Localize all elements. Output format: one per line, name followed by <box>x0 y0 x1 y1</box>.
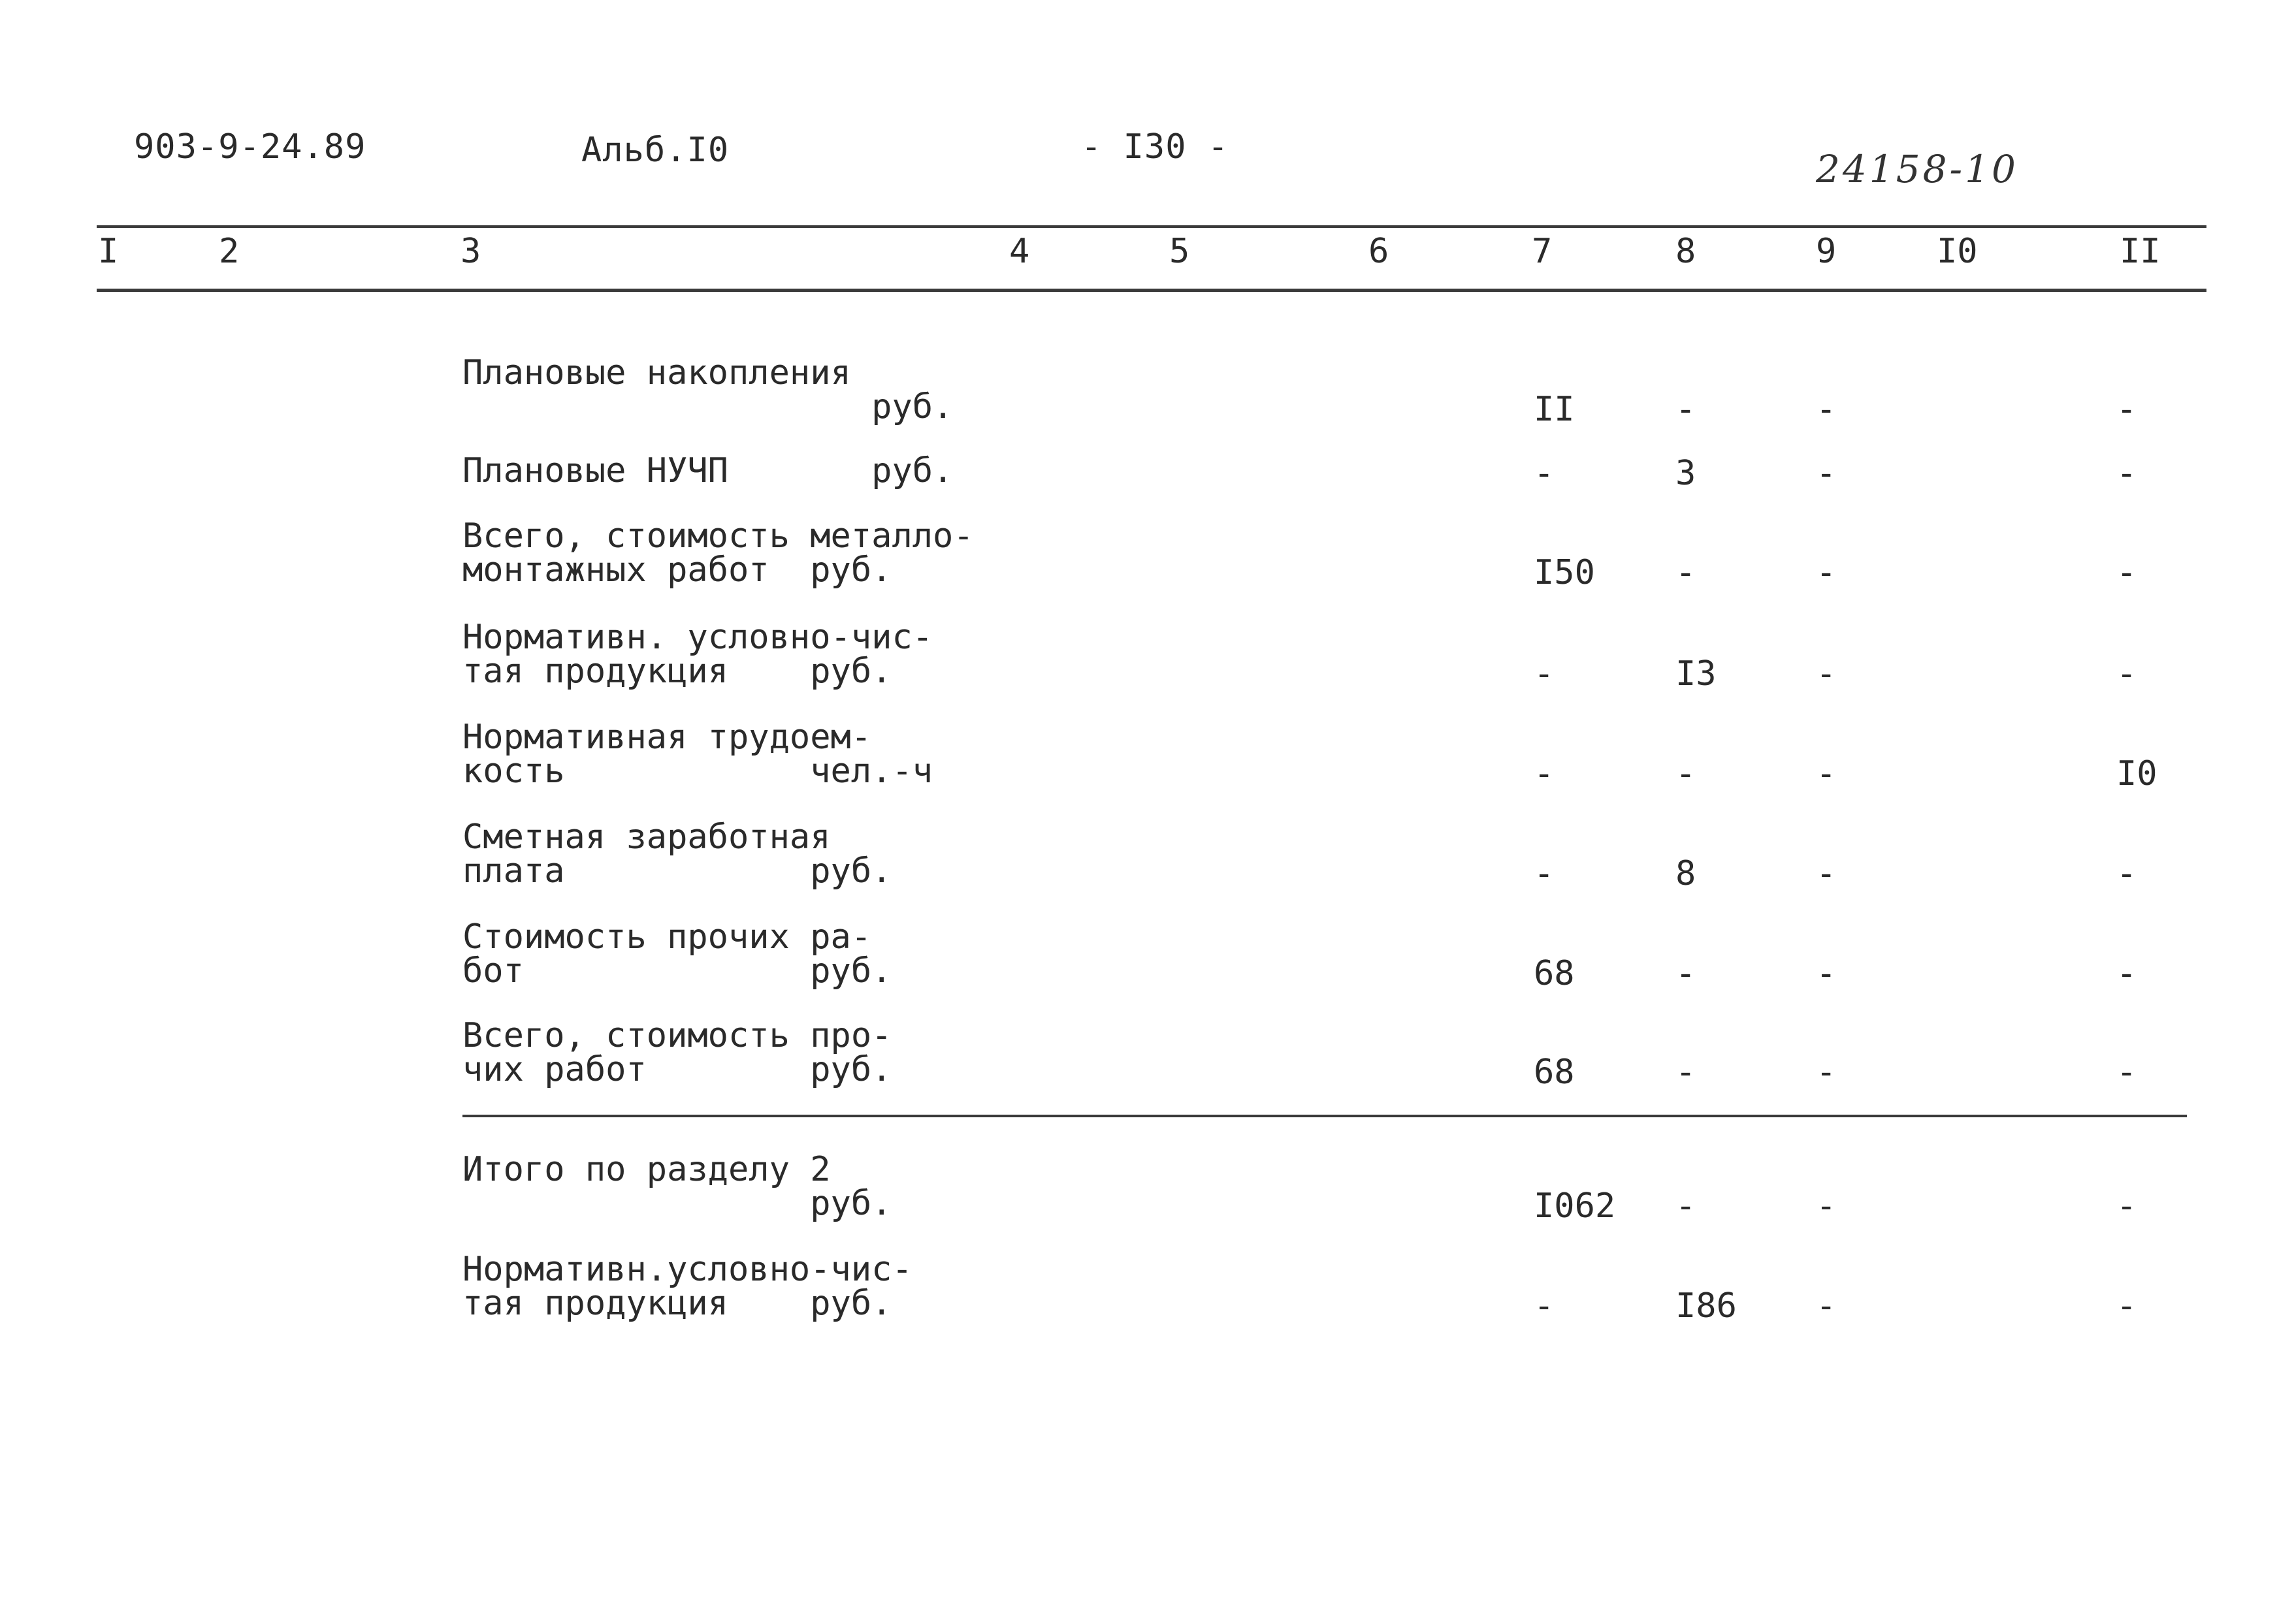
handwritten-archive-number: 24158-10 <box>1816 147 2018 191</box>
cell-col-8: - <box>1675 1186 1696 1226</box>
cell-col-8: I3 <box>1675 654 1717 693</box>
column-number-5: 5 <box>1169 232 1190 271</box>
cell-col-8: 3 <box>1675 454 1696 493</box>
column-number-2: 2 <box>219 232 240 271</box>
row-label-line1: Сметная заработная <box>462 818 831 857</box>
column-number-6: 6 <box>1368 232 1389 271</box>
cell-col-8: - <box>1675 954 1696 993</box>
cell-col-11: - <box>2116 390 2137 429</box>
column-number-1: I <box>98 232 119 271</box>
row-label-line1: Нормативная трудоем- <box>462 718 872 757</box>
row-label-line2: тая продукция руб. <box>462 652 892 691</box>
row-label-line1: Нормативн. условно-чис- <box>462 618 933 657</box>
cell-col-7: II <box>1534 390 1575 429</box>
album-label: Альб.I0 <box>581 131 730 170</box>
row-label-line2: руб. <box>462 1184 892 1223</box>
row-label-line1: Плановые НУЧП руб. <box>462 451 954 490</box>
cell-col-9: - <box>1816 754 1837 793</box>
cell-col-11: I0 <box>2116 754 2157 793</box>
row-label-line2: бот руб. <box>462 951 892 991</box>
cell-col-11: - <box>2116 553 2137 592</box>
cell-col-9: - <box>1816 454 1837 493</box>
cell-col-8: - <box>1675 754 1696 793</box>
cell-col-9: - <box>1816 553 1837 592</box>
cell-col-7: - <box>1534 454 1555 493</box>
cell-col-9: - <box>1816 1186 1837 1226</box>
section-total-rule <box>462 1115 2187 1117</box>
cell-col-11: - <box>2116 1053 2137 1092</box>
cell-col-8: - <box>1675 1053 1696 1092</box>
row-label-line1: Нормативн.условно-чис- <box>462 1250 913 1289</box>
row-label-line1: Итого по разделу 2 <box>462 1150 831 1189</box>
cell-col-7: 68 <box>1534 1053 1575 1092</box>
row-label-line1: Всего, стоимость про- <box>462 1016 892 1055</box>
column-number-8: 8 <box>1675 232 1696 271</box>
cell-col-7: - <box>1534 854 1555 893</box>
cell-col-9: - <box>1816 1286 1837 1326</box>
cell-col-11: - <box>2116 454 2137 493</box>
cell-col-9: - <box>1816 654 1837 693</box>
column-header-bottom-rule <box>97 289 2206 292</box>
column-number-11: II <box>2120 232 2161 271</box>
cell-col-9: - <box>1816 854 1837 893</box>
cell-col-7: 68 <box>1534 954 1575 993</box>
cell-col-11: - <box>2116 1186 2137 1226</box>
cell-col-11: - <box>2116 854 2137 893</box>
column-number-10: I0 <box>1937 232 1978 271</box>
column-number-3: 3 <box>460 232 481 271</box>
row-label-line2: плата руб. <box>462 852 892 891</box>
column-number-7: 7 <box>1532 232 1553 271</box>
cell-col-9: - <box>1816 390 1837 429</box>
cell-col-11: - <box>2116 954 2137 993</box>
row-label-line2: кость чел.-ч <box>462 752 933 791</box>
cell-col-7: I50 <box>1534 553 1595 592</box>
cell-col-7: - <box>1534 1286 1555 1326</box>
cell-col-11: - <box>2116 654 2137 693</box>
row-label-line2: руб. <box>462 387 954 426</box>
column-number-4: 4 <box>1009 232 1030 271</box>
cell-col-7: I062 <box>1534 1186 1616 1226</box>
cell-col-8: - <box>1675 553 1696 592</box>
row-label-line2: монтажных работ руб. <box>462 550 892 590</box>
column-number-9: 9 <box>1816 232 1837 271</box>
row-label-line2: тая продукция руб. <box>462 1284 892 1323</box>
row-label-line1: Плановые накопления <box>462 353 851 392</box>
row-label-line1: Всего, стоимость металло- <box>462 517 974 556</box>
row-label-line2: чих работ руб. <box>462 1050 892 1089</box>
cell-col-7: - <box>1534 654 1555 693</box>
cell-col-8: I86 <box>1675 1286 1737 1326</box>
cell-col-9: - <box>1816 1053 1837 1092</box>
row-label-line1: Стоимость прочих ра- <box>462 917 872 957</box>
cell-col-8: 8 <box>1675 854 1696 893</box>
cell-col-7: - <box>1534 754 1555 793</box>
page-number: - I30 - <box>1081 127 1229 167</box>
document-code: 903-9-24.89 <box>134 127 366 167</box>
cell-col-8: - <box>1675 390 1696 429</box>
cell-col-9: - <box>1816 954 1837 993</box>
table-top-rule <box>97 225 2206 228</box>
cell-col-11: - <box>2116 1286 2137 1326</box>
